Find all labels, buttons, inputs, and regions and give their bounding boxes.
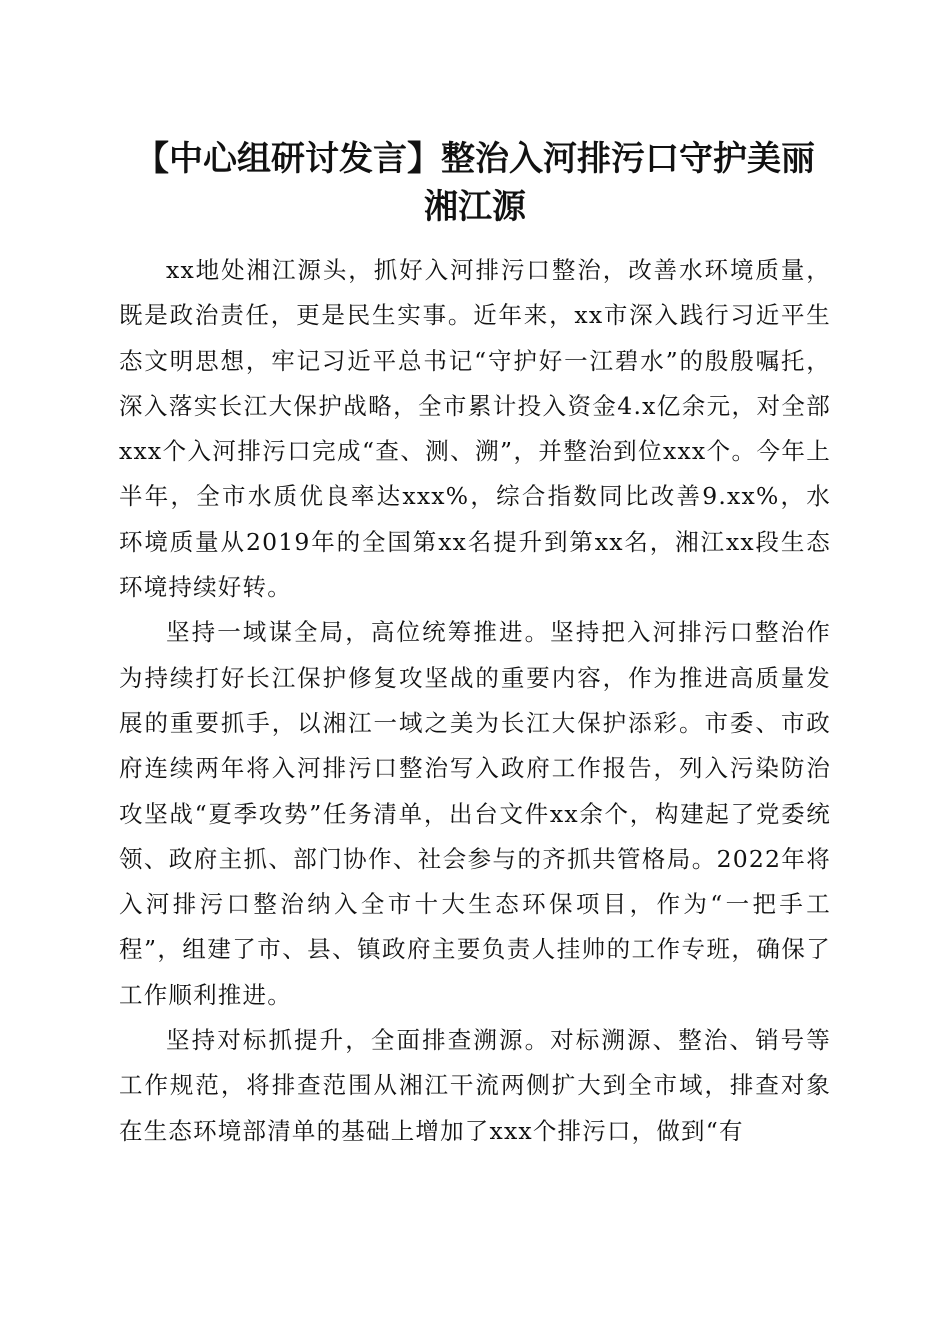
document-body <box>119 248 831 1154</box>
paragraph-intro: xx地处湘江源头，抓好入河排污口整治，改善水环境质量，既是政治责任，更是民生实事。近年来，xx市深入践行习近平生态文明思想，牢记习近平总书记“守护好一江碧水”的殷殷嘱托，深入落实长江大保护战略，全市累计投入资金4.x亿余元，对全部xxx个入河排污口完成“查、测、溯”，并整治到位xxx个。今年上半年，全市水质优良率达xxx%，综合指数同比改善9.xx%，水环境质量从2019年的全国第xx名提升到第xx名，湘江xx段生态环境持续好转。 <box>119 256 831 602</box>
title-line-1: 【中心组研讨发言】整治入河排污口守护美丽 <box>135 139 815 179</box>
paragraph-investigation: 坚持对标抓提升，全面排查溯源。对标溯源、整治、销号等工作规范，将排查范围从湘江干流两侧扩大到全市域，排查对象在生态环境部清单的基础上增加了xxx个排污口，做到“有 <box>119 1026 831 1145</box>
title-line-2: 湘江源 <box>424 187 526 227</box>
document-title <box>100 135 850 231</box>
paragraph-overall-planning: 坚持一域谋全局，高位统筹推进。坚持把入河排污口整治作为持续打好长江保护修复攻坚战的重要内容，作为推进高质量发展的重要抓手，以湘江一域之美为长江大保护添彩。市委、市政府连续两年将入河排污口整治写入政府工作报告，列入污染防治攻坚战“夏季攻势”任务清单，出台文件xx余个，构建起了党委统领、政府主抓、部门协作、社会参与的齐抓共管格局。2022年将入河排污口整治纳入全市十大生态环保项目，作为“一把手工程”，组建了市、县、镇政府主要负责人挂帅的工作专班，确保了工作顺利推进。 <box>119 618 831 1009</box>
